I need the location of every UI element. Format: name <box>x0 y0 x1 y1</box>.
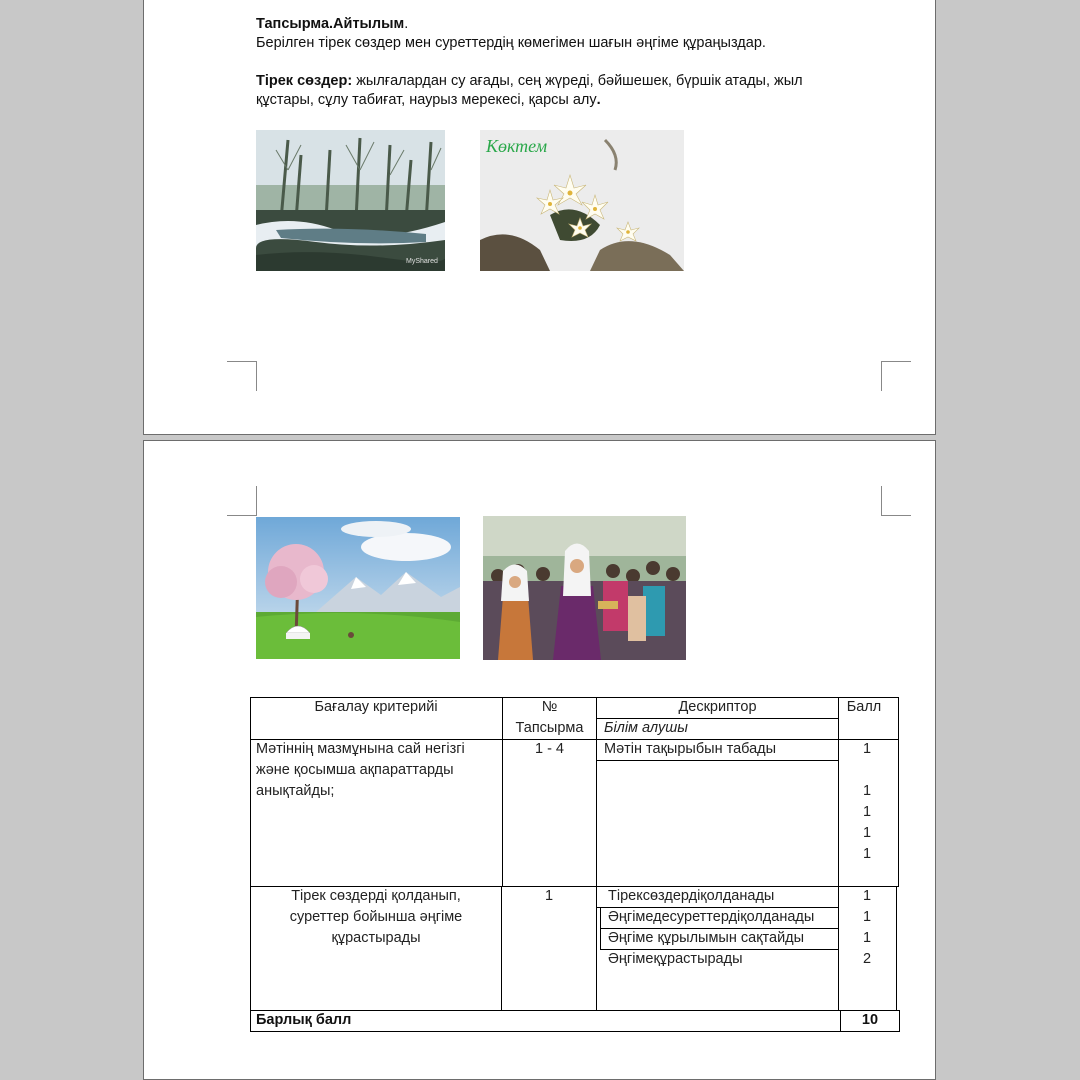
support-text-2: құстары, сұлу табиғат, наурыз мерекесі, қарсы алу <box>256 92 597 108</box>
task-heading-line <box>256 15 408 34</box>
image-watermark: MyShared <box>406 258 438 265</box>
margin-corner-mark <box>227 486 257 516</box>
header-task-label: Тапсырма <box>515 720 584 736</box>
snowdrop-flowers-image <box>480 130 684 271</box>
row2-criteria-line2: суреттер бойынша әңгіме <box>289 909 463 925</box>
task-instruction: Берілген тірек сөздер мен суреттердің көмегімен шағын әңгіме құраңыздар. <box>256 35 766 51</box>
row1-criteria-line1: Мәтіннің мазмұнына сай негізгі <box>256 741 465 757</box>
row1-descriptor: Мәтін тақырыбын табады <box>604 741 777 757</box>
margin-corner-mark <box>881 361 911 391</box>
support-words-line2 <box>256 91 601 110</box>
row1-score: 1 <box>862 846 872 862</box>
row2-score: 1 <box>862 909 872 925</box>
support-text-1: жылғалардан су ағады, сең жүреді, бәйшешек, бүршік атады, жыл <box>352 73 803 89</box>
row2-criteria-line3: құрастырады <box>331 930 421 946</box>
header-descriptor: Дескриптор <box>678 699 757 715</box>
task-heading: Тапсырма.Айтылым <box>256 16 405 32</box>
row1-score: 1 <box>862 804 872 820</box>
support-words-line1 <box>256 72 803 91</box>
header-task-no: № <box>541 699 558 715</box>
row2-score: 2 <box>862 951 872 967</box>
image-caption: Көктем <box>486 136 548 156</box>
row1-score: 1 <box>862 741 872 757</box>
row2-descriptor: Әңгіме құрылымын сақтайды <box>608 930 805 946</box>
row2-criteria-line1: Тірек сөздерді қолданып, <box>291 888 461 904</box>
row2-descriptor: Әңгімедесуреттердіқолданады <box>608 909 815 925</box>
margin-corner-mark <box>227 361 257 391</box>
row1-task: 1 - 4 <box>534 741 564 757</box>
row2-score: 1 <box>862 888 872 904</box>
row1-criteria-line3: анықтайды; <box>256 783 335 799</box>
total-value: 10 <box>861 1012 879 1028</box>
support-end: . <box>596 92 601 108</box>
row2-descriptor: Әңгімеқұрастырады <box>608 951 743 967</box>
row1-score: 1 <box>862 825 872 841</box>
margin-corner-mark <box>881 486 911 516</box>
task-heading-dot: . <box>404 16 409 32</box>
document-page-1 <box>143 0 936 435</box>
document-page-2 <box>143 440 936 1080</box>
total-label: Барлық балл <box>256 1012 352 1028</box>
row2-task: 1 <box>544 888 554 904</box>
header-criteria: Бағалау критерийі <box>314 699 438 715</box>
row1-score: 1 <box>862 783 872 799</box>
spring-river-image <box>256 130 445 271</box>
support-label: Тірек сөздер: <box>256 73 353 89</box>
header-score: Балл <box>846 699 882 715</box>
spring-landscape-yurt-image <box>256 517 460 659</box>
row2-score: 1 <box>862 930 872 946</box>
nauryz-celebration-image <box>483 516 686 660</box>
row1-criteria-line2: және қосымша ақпараттарды <box>256 762 454 778</box>
header-descriptor-sub: Білім алушы <box>604 720 688 736</box>
row2-descriptor: Тірексөздердіқолданады <box>608 888 775 904</box>
